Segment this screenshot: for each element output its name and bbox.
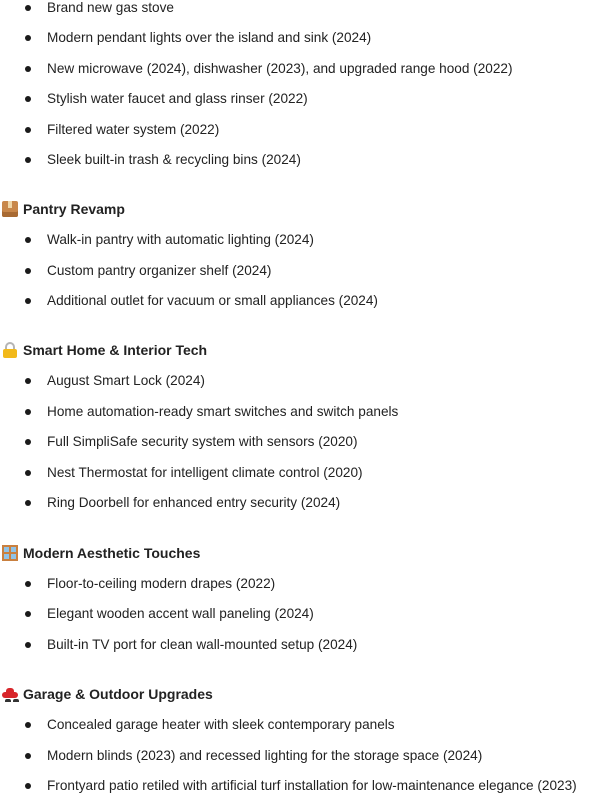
bullet-icon (25, 409, 31, 415)
section-heading-garage: Garage & Outdoor Upgrades (0, 683, 213, 705)
section-heading-pantry: Pantry Revamp (0, 198, 125, 220)
section-heading-aesthetic: Modern Aesthetic Touches (0, 542, 200, 564)
bullet-icon (25, 127, 31, 133)
bullet-icon (25, 237, 31, 243)
bullet-icon (25, 378, 31, 384)
bullet-icon (25, 66, 31, 72)
bullet-icon (25, 35, 31, 41)
feature-list-document: Brand new gas stove Modern pendant lights over the island and sink (2024) New microwave (2024), dishwasher (2023), and upgraded range hood (2022) Stylish water faucet and glass rinser (2022) Filtered water system (2022) Sleek built-in trash & recycling bins (2024) Pantry Revamp Walk-in pantry with automatic lighting (2024) Custom pantry organizer shelf (2024) Additional outlet for vacuum or small appliances (2024) Smart Home & Interior Tech August Smart Lock (2024) Home automation-ready smart switches and switch panels Full SimpliSafe security system with sensors (2020) Nest Thermostat for intelligent climate control (2020) Ring Doorbell for enhanced entry security (2024) Modern Aesthetic Touches Floor-to-ceiling modern drapes (2022) Elegant wooden accent wall paneling (2024) Built-in TV port for clean wall-mounted setup (2024) Garage & Outdoor Upgrades Concealed garage heater with sleek contemporary panels Modern blinds (2023) and recessed lighting for the storage space (2024) Frontyard patio retiled with artificial turf installation for low-maintenance elegance (2023) (0, 0, 600, 796)
bullet-icon (25, 96, 31, 102)
bullet-icon (25, 722, 31, 728)
bullet-icon (25, 157, 31, 163)
bullet-icon (25, 5, 31, 11)
lock-icon (2, 342, 18, 358)
bullet-icon (25, 500, 31, 506)
bullet-icon (25, 439, 31, 445)
package-icon (2, 201, 18, 217)
car-icon (2, 686, 18, 702)
bullet-icon (25, 470, 31, 476)
section-heading-smart-home: Smart Home & Interior Tech (0, 339, 207, 361)
bullet-icon (25, 753, 31, 759)
bullet-icon (25, 611, 31, 617)
bullet-icon (25, 581, 31, 587)
bullet-icon (25, 268, 31, 274)
window-icon (2, 545, 18, 561)
bullet-icon (25, 642, 31, 648)
bullet-icon (25, 783, 31, 789)
bullet-icon (25, 298, 31, 304)
